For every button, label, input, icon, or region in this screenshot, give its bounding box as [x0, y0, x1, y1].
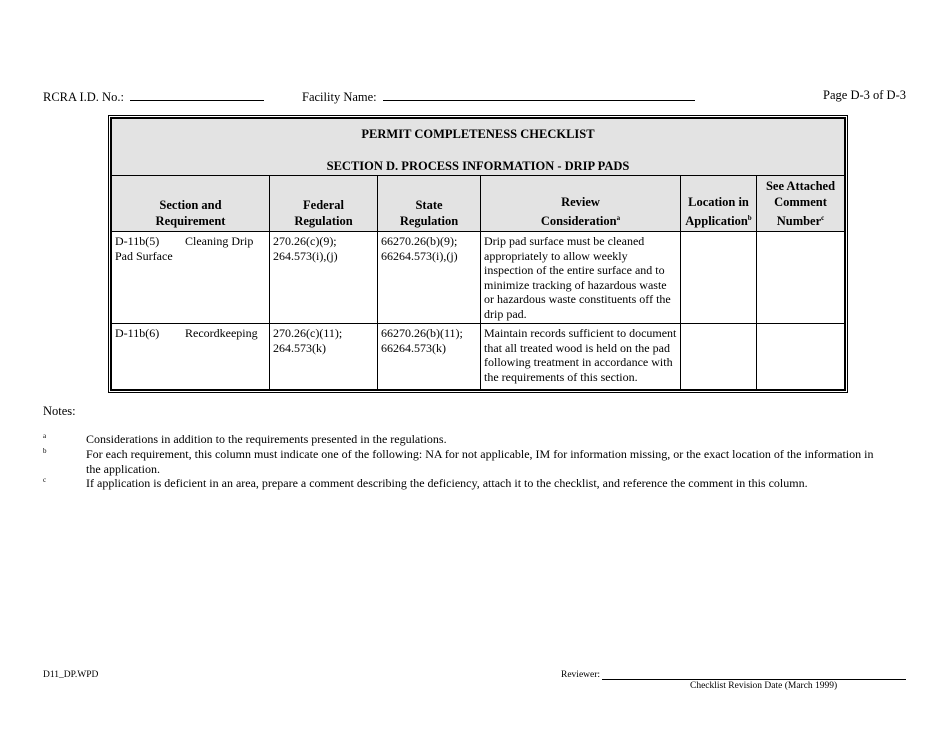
revision-date: Checklist Revision Date (March 1999) [690, 681, 838, 691]
rcra-id-blank [130, 88, 264, 101]
note-mark-b: b [43, 447, 47, 455]
row-section-cell: D-11b(5) Cleaning Drip Pad Surface [112, 232, 270, 324]
col-state-regulation: State Regulation [378, 176, 481, 232]
col-location-application: Location in Application$^b$ [681, 176, 757, 232]
row-section-cell: D-11b(6) Recordkeeping [112, 324, 270, 390]
checklist-table [111, 118, 845, 390]
facility-name-field [302, 88, 695, 105]
note-mark-a: a [43, 432, 47, 440]
section-title: SECTION D. PROCESS INFORMATION - DRIP PADS [326, 159, 630, 173]
rcra-id-field [43, 88, 264, 105]
note-c: If application is deficient in an area, prepare a comment describing the deficiency, attach it to the checklist, and reference the comment in this column. [86, 476, 808, 490]
checklist-title: PERMIT COMPLETENESS CHECKLIST [361, 127, 595, 141]
rcra-id-label: RCRA I.D. No.: [43, 90, 124, 104]
row-comment-cell[interactable] [757, 324, 845, 390]
note-mark-c: c [43, 476, 47, 484]
checklist-table-frame [108, 115, 848, 393]
row-state-cell: 66270.26(b)(9); 66264.573(i),(j) [378, 232, 481, 324]
reviewer-signature-line [602, 679, 906, 680]
col-section-requirement: Section and Requirement [112, 176, 270, 232]
col-see-attached-comment: See Attached Comment Number$^c$ [757, 176, 845, 232]
row-state-cell: 66270.26(b)(11); 66264.573(k) [378, 324, 481, 390]
facility-name-blank [383, 88, 695, 101]
row-review-cell: Maintain records sufficient to document that all treated wood is held on the pad following treatment in accordance with the requirements of this section. [481, 324, 681, 390]
notes-label: Notes: [43, 404, 76, 418]
reviewer-label: Reviewer: [561, 670, 601, 680]
file-name: D11_DP.WPD [43, 670, 99, 680]
note-b: For each requirement, this column must indicate one of the following: NA for not applicable, IM for information missing, or the exact location of the information in the application. [86, 447, 874, 476]
page-number: Page D-3 of D-3 [823, 88, 906, 102]
row-federal-cell: 270.26(c)(11); 264.573(k) [270, 324, 378, 390]
table-title-cell [112, 119, 845, 176]
row-location-cell[interactable] [681, 324, 757, 390]
table-row [112, 232, 845, 324]
col-review-consideration: Review Consideration$^a$ [481, 176, 681, 232]
row-comment-cell[interactable] [757, 232, 845, 324]
facility-name-label: Facility Name: [302, 90, 377, 104]
table-row [112, 324, 845, 390]
row-federal-cell: 270.26(c)(9); 264.573(i),(j) [270, 232, 378, 324]
row-location-cell[interactable] [681, 232, 757, 324]
note-a: Considerations in addition to the requirements presented in the regulations. [86, 432, 447, 446]
col-federal-regulation: Federal Regulation [270, 176, 378, 232]
row-review-cell: Drip pad surface must be cleaned appropriately to allow weekly inspection of the entire surface and to minimize tracking of hazardous waste or hazardous waste constituents off the drip pad. [481, 232, 681, 324]
